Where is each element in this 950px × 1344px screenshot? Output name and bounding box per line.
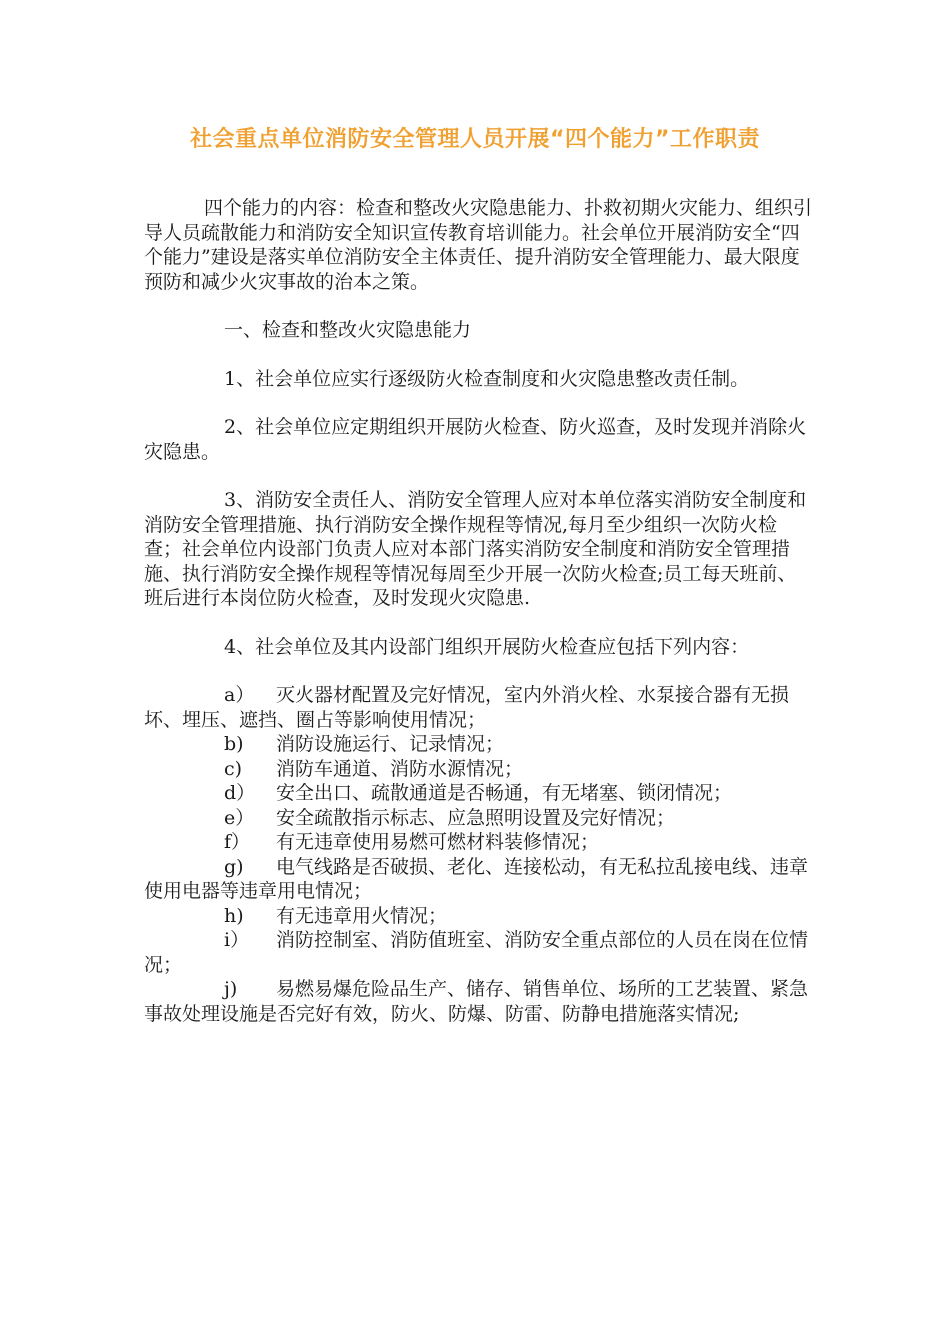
list-item-text: 消防控制室、消防值班室、消防安全重点部位的人员在岗在位情况；: [144, 929, 809, 976]
intro-paragraph: 四个能力的内容：检查和整改火灾隐患能力、扑救初期火灾能力、组织引导人员疏散能力和消防安全知识宣传教育培训能力。社会单位开展消防安全“四个能力”建设是落实单位消防安全主体责任、提升消防安全管理能力、最大限度预防和减少火灾事故的治本之策。: [144, 197, 813, 293]
list-item-text: 有无违章使用易燃可燃材料装修情况；: [276, 831, 600, 853]
list-item-marker: c): [224, 757, 243, 780]
list-item-marker: j): [224, 978, 238, 1000]
list-item: [144, 977, 812, 1026]
list-item: [144, 806, 812, 831]
paragraph-4: 4、社会单位及其内设部门组织开展防火检查应包括下列内容：: [224, 635, 750, 658]
section-heading: 一、检查和整改火灾隐患能力: [224, 319, 472, 341]
list-item-text: 电气线路是否破损、老化、连接松动，有无私拉乱接电线、违章使用电器等违章用电情况；: [144, 855, 809, 902]
list-item-marker: e）: [224, 806, 255, 829]
document-title: 社会重点单位消防安全管理人员开展“四个能力”工作职责: [190, 127, 760, 152]
list-item-text: 易燃易爆危险品生产、储存、销售单位、场所的工艺装置、紧急事故处理设施是否完好有效，防火、防爆、防雷、防静电措施落实情况;: [144, 978, 809, 1025]
paragraph-2: 2、社会单位应定期组织开展防火检查、防火巡查，及时发现并消除火灾隐患。: [144, 416, 807, 463]
list-item-marker: a）: [224, 684, 255, 706]
list-item: [144, 904, 812, 929]
list-item: [144, 757, 812, 782]
list-item-text: 安全出口、疏散通道是否畅通，有无堵塞、锁闭情况；: [276, 782, 733, 804]
list-item-marker: g): [224, 855, 244, 878]
document-body: [144, 196, 812, 1026]
list-item: [144, 683, 812, 732]
list-item-text: 安全疏散指示标志、应急照明设置及完好情况；: [276, 806, 676, 829]
list-item-marker: i）: [224, 929, 250, 951]
list-item-marker: f）: [224, 831, 251, 853]
list-item-marker: b): [224, 733, 244, 755]
list-item: [144, 781, 812, 806]
list-item-text: 有无违章用火情况；: [276, 904, 448, 927]
paragraph-1: 1、社会单位应实行逐级防火检查制度和火灾隐患整改责任制。: [224, 367, 750, 390]
checklist: [144, 683, 812, 1026]
list-item: [144, 732, 812, 757]
list-item-text: 消防车通道、消防水源情况；: [276, 757, 524, 780]
list-item-text: 消防设施运行、记录情况；: [276, 733, 505, 755]
list-item-text: 灭火器材配置及完好情况，室内外消火栓、水泵接合器有无损坏、埋压、遮挡、圈占等影响使用情况；: [144, 684, 790, 731]
list-item-marker: h): [224, 904, 244, 927]
list-item: [144, 928, 812, 977]
list-item-marker: d）: [224, 782, 256, 804]
list-item: [144, 830, 812, 855]
list-item: [144, 855, 812, 904]
paragraph-3: 3、消防安全责任人、消防安全管理人应对本单位落实消防安全制度和消防安全管理措施、执行消防安全操作规程等情况,每月至少组织一次防火检查；社会单位内设部门负责人应对本部门落实消防安全制度和消防安全管理措施、执行消防安全操作规程等情况每周至少开展一次防火检查;员工每天班前、班后进行本岗位防火检查，及时发现火灾隐患.: [144, 489, 807, 609]
